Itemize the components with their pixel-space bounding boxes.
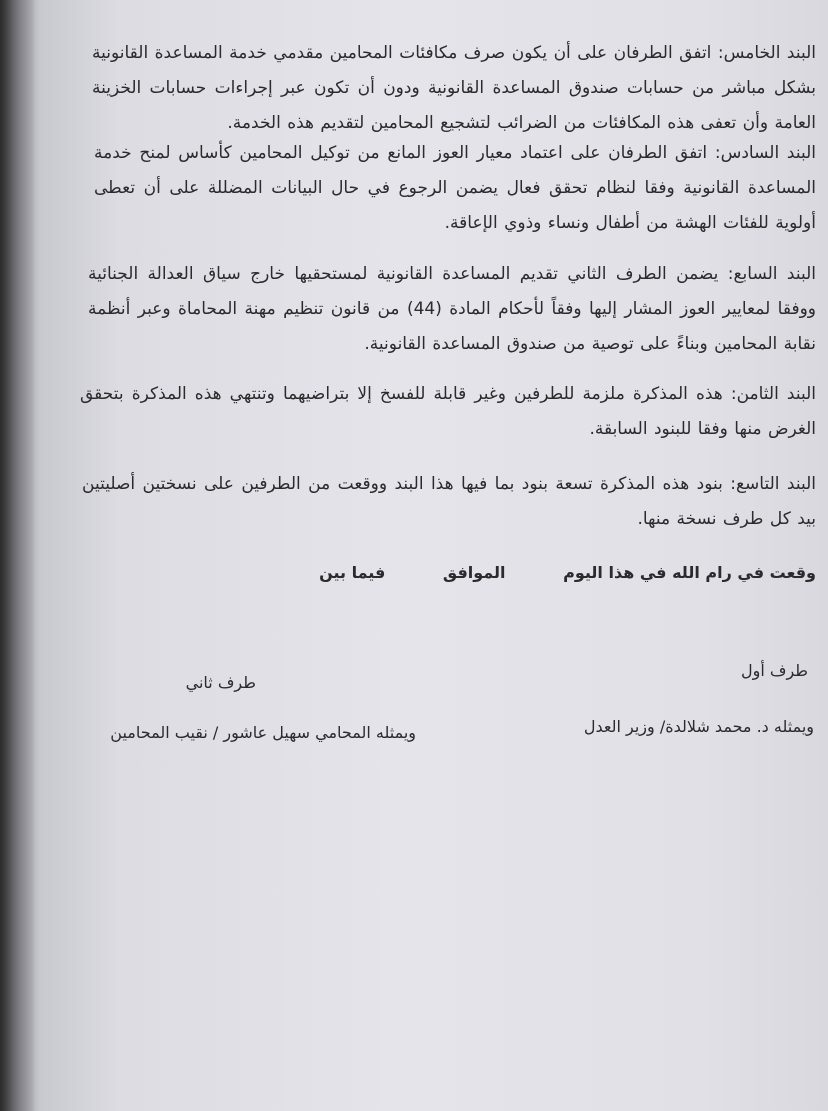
signed-between: فيما بين: [319, 563, 386, 582]
first-party-label: طرف أول: [740, 661, 808, 680]
clause-eight: البند الثامن: هذه المذكرة ملزمة للطرفين وغير قابلة للفسخ إلا بتراضيهما وتنتهي هذه المذكرة بتحقق الغرض منها وفقا للبنود السابقة.: [80, 384, 816, 439]
clause-seven: البند السابع: يضمن الطرف الثاني تقديم المساعدة القانونية لمستحقيها خارج سياق العدالة الجنائية ووفقا لمعايير العوز المشار إليها وفقاً لأحكام المادة (44) من قانون تنظيم مهنة المحاماة وعبر أنظمة نقابة المحامين وبناءً على توصية من صندوق المساعدة القانونية.: [88, 264, 817, 354]
clause-six: البند السادس: اتفق الطرفان على اعتماد معيار العوز المانع من توكيل المحامين كأساس لمنح خدمة المساعدة القانونية وفقا لنظام تحقق فعال يضمن الرجوع في حال البيانات المضللة على أن تعطى أولوية للفئات الهشة من أطفال ونساء وذوي الإعاقة.: [94, 143, 816, 233]
clause-five: البند الخامس: اتفق الطرفان على أن يكون صرف مكافئات المحامين مقدمي خدمة المساعدة القانونية بشكل مباشر من حسابات صندوق المساعدة القانونية ودون أن تكون عبر إجراءات حسابات الخزينة العامة وأن تعفى هذه المكافئات من الضرائب لتشجيع المحامين لتقديم هذه الخدمة.: [92, 43, 816, 133]
signed-agreed: الموافق: [442, 563, 506, 582]
first-party-representative: ويمثله د. محمد شلالدة/ وزير العدل: [583, 717, 814, 736]
signing-line: [319, 558, 816, 588]
second-party-label: طرف ثاني: [185, 673, 256, 692]
second-party-representative: ويمثله المحامي سهيل عاشور / نقيب المحامين: [110, 723, 416, 742]
signed-place-date: وقعت في رام الله في هذا اليوم: [563, 563, 816, 582]
clause-nine: البند التاسع: بنود هذه المذكرة تسعة بنود بما فيها هذا البند ووقعت من الطرفين على نسختين أصليتين بيد كل طرف نسخة منها.: [82, 474, 816, 529]
